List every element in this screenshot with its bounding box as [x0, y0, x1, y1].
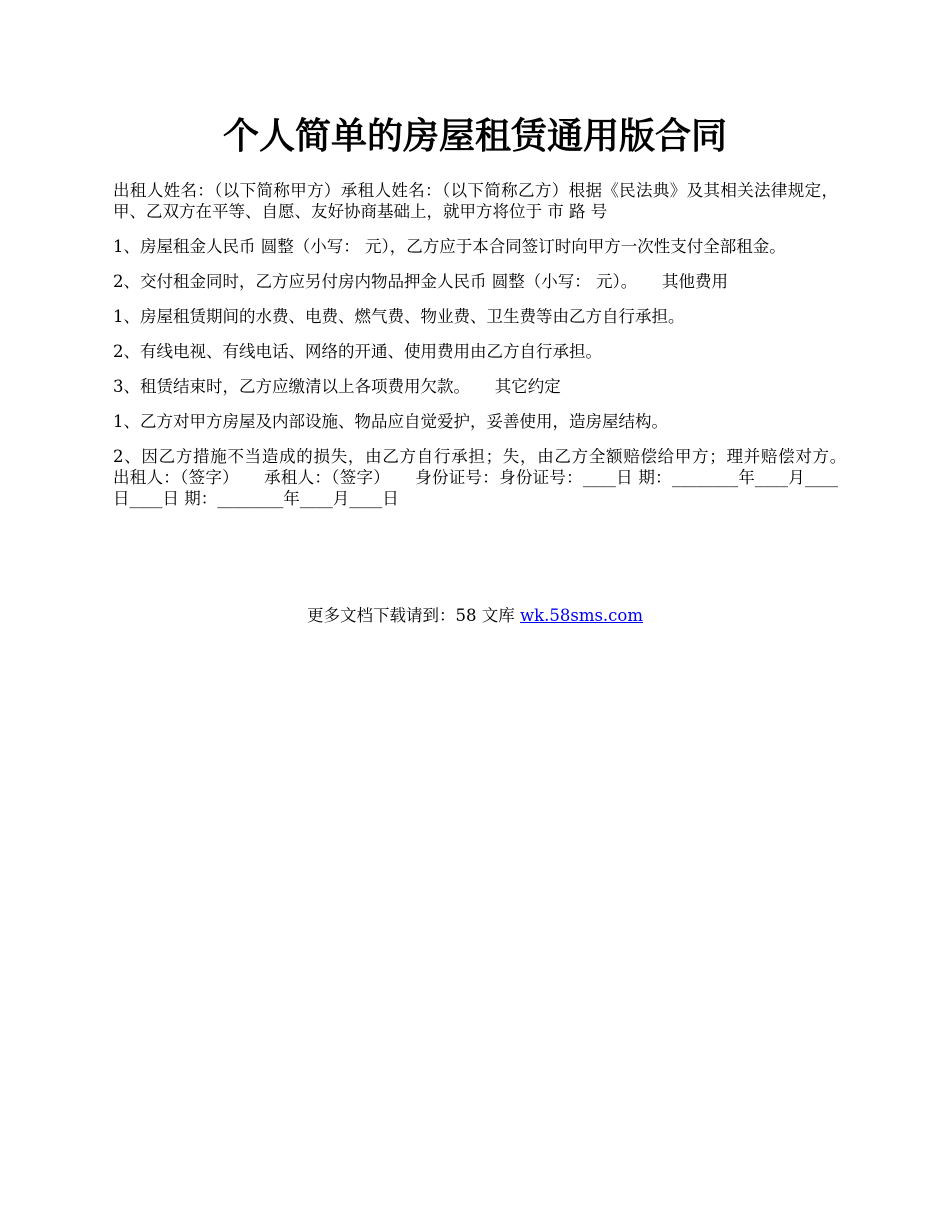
paragraph-parties: 出租人姓名：（以下简称甲方）承租人姓名：（以下简称乙方）根据《民法典》及其相关法律规定，甲、乙双方在平等、自愿、友好协商基础上，就甲方将位于 市 路 号	[113, 181, 838, 221]
paragraph-settlement: 3、租赁结束时，乙方应缴清以上各项费用欠款。 其它约定	[113, 377, 561, 396]
paragraph-care: 1、乙方对甲方房屋及内部设施、物品应自觉爱护，妥善使用，造房屋结构。	[113, 412, 668, 431]
footer-prefix: 更多文档下载请到：58 文库	[306, 606, 520, 625]
document-body	[113, 180, 871, 523]
paragraph-cable-network: 2、有线电视、有线电话、网络的开通、使用费用由乙方自行承担。	[113, 342, 602, 361]
paragraph-utilities: 1、房屋租赁期间的水费、电费、燃气费、物业费、卫生费等由乙方自行承担。	[113, 307, 685, 326]
download-footer	[0, 605, 950, 627]
document-title: 个人简单的房屋租赁通用版合同	[222, 115, 727, 157]
paragraph-rent: 1、房屋租金人民币 圆整（小写： 元），乙方应于本合同签订时向甲方一次性支付全部租金。	[113, 237, 786, 256]
footer-link[interactable]: wk.58sms.com	[519, 606, 643, 625]
paragraph-damages-signatures: 2、因乙方措施不当造成的损失，由乙方自行承担；失，由乙方全额赔偿给甲方；理并赔偿对方。 出租人：（签字） 承租人：（签字） 身份证号：身份证号：____日 期：________年____月____日____日 期：________年____月____日	[113, 447, 871, 508]
paragraph-deposit: 2、交付租金同时，乙方应另付房内物品押金人民币 圆整（小写： 元）。 其他费用	[113, 272, 728, 291]
